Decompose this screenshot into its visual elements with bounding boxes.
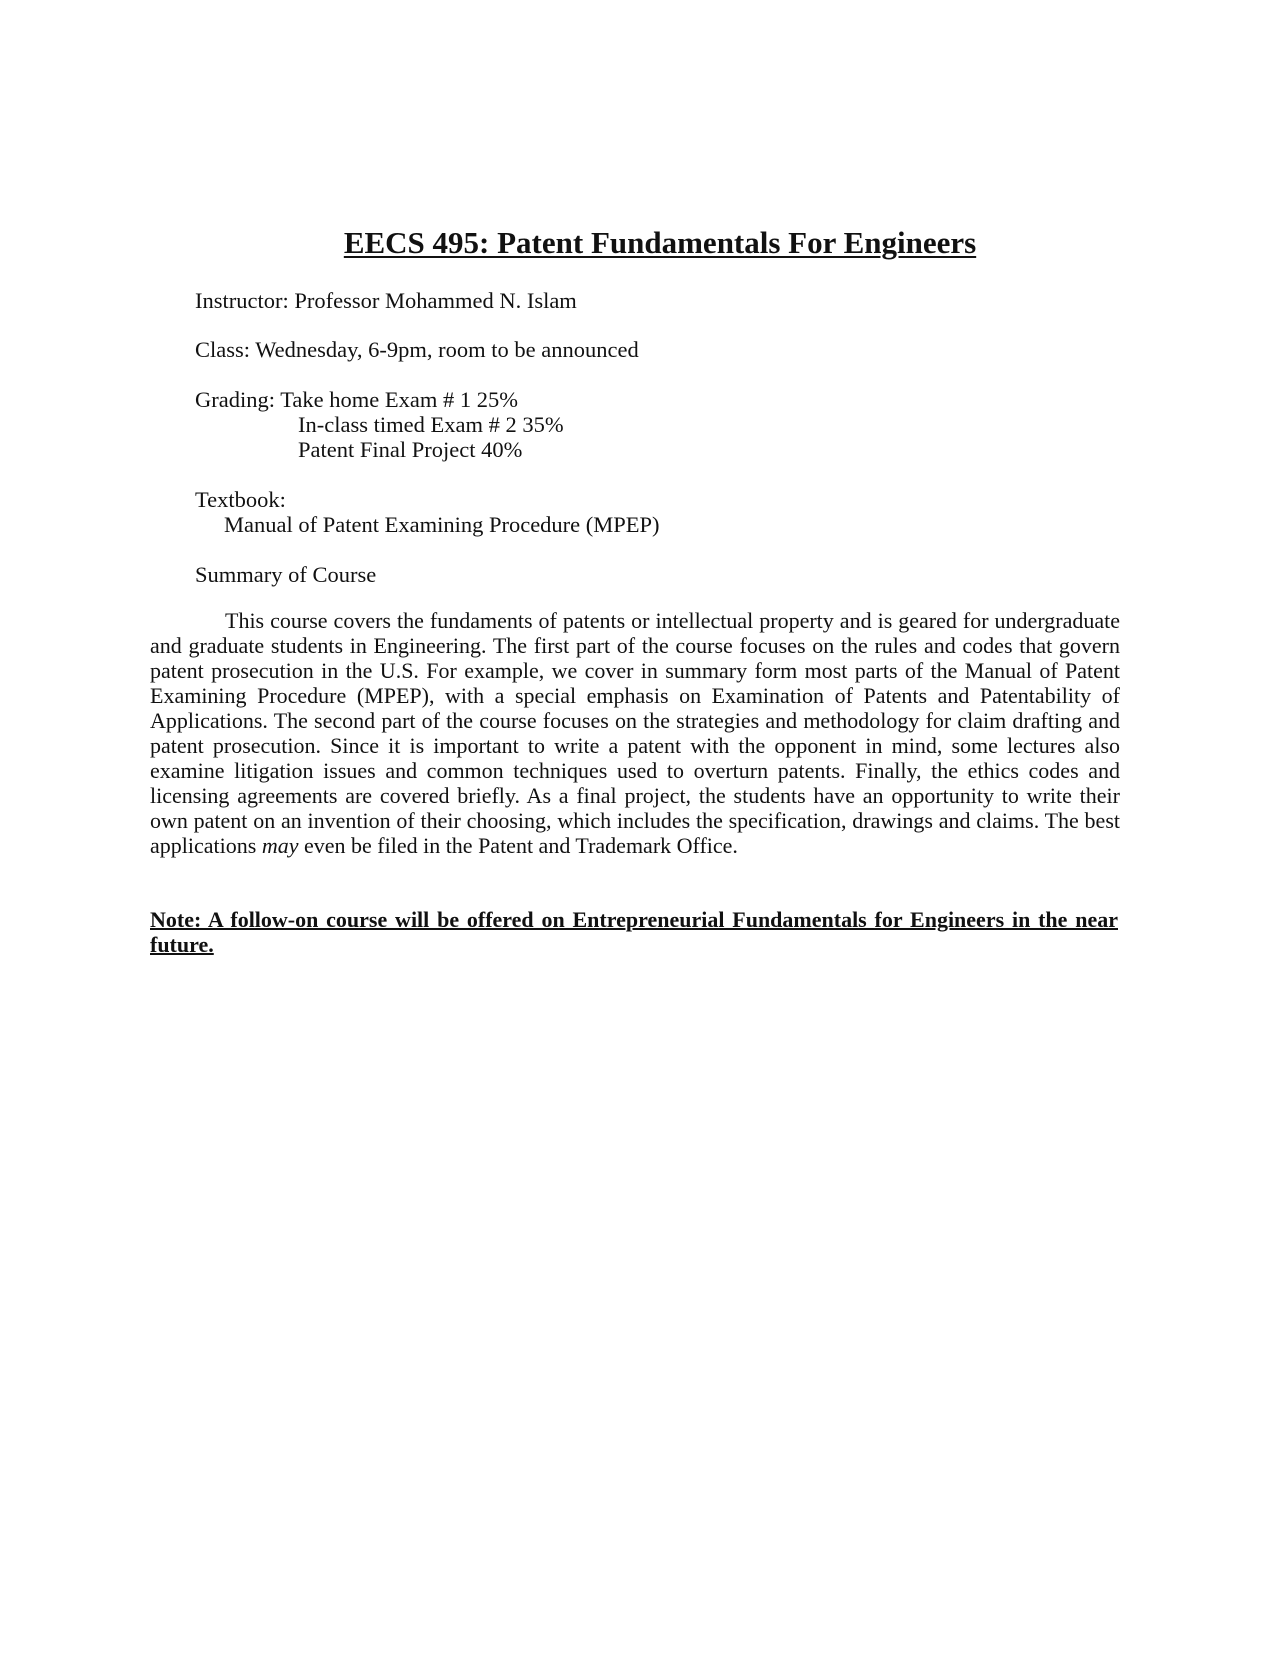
- course-summary-paragraph: [150, 608, 1120, 858]
- grading-item-exam-2: In-class timed Exam # 2 35%: [298, 412, 564, 437]
- summary-text-end: even be filed in the Patent and Trademark Office.: [303, 833, 738, 858]
- textbook-label: Textbook:: [195, 487, 286, 512]
- follow-on-note: Note: A follow-on course will be offered on Entrepreneurial Fundamentals for Engineers in the near future.: [150, 907, 1118, 957]
- instructor-line: Instructor: Professor Mohammed N. Islam: [195, 288, 577, 313]
- textbook-title: Manual of Patent Examining Procedure (MPEP): [224, 512, 660, 537]
- grading-line: Grading: Take home Exam # 1 25%: [195, 387, 518, 412]
- class-line: Class: Wednesday, 6-9pm, room to be announced: [195, 337, 639, 362]
- summary-heading: Summary of Course: [195, 562, 377, 587]
- summary-text-main: This course covers the fundaments of patents or intellectual property and is geared for undergraduate and graduate students in Engineering. The first part of the course focuses on the rules and codes that govern patent prosecution in the U.S. For example, we cover in summary form most parts of the Manual of Patent Examining Procedure (MPEP), with a special emphasis on Examination of Patents and Patentability of Applications. The second part of the course focuses on the strategies and methodology for claim drafting and patent prosecution. Since it is important to write a patent with the opponent in mind, some lectures also examine litigation issues and common techniques used to overturn patents. Finally, the ethics codes and licensing agreements are covered briefly. As a final project, the students have an opportunity to write their own patent on an invention of their choosing, which includes the specification, drawings and claims. The best applications: [150, 608, 1120, 858]
- grading-item-final-project: Patent Final Project 40%: [298, 437, 523, 462]
- summary-text-emphasis: may: [261, 833, 299, 858]
- course-title: EECS 495: Patent Fundamentals For Engineers: [343, 225, 977, 260]
